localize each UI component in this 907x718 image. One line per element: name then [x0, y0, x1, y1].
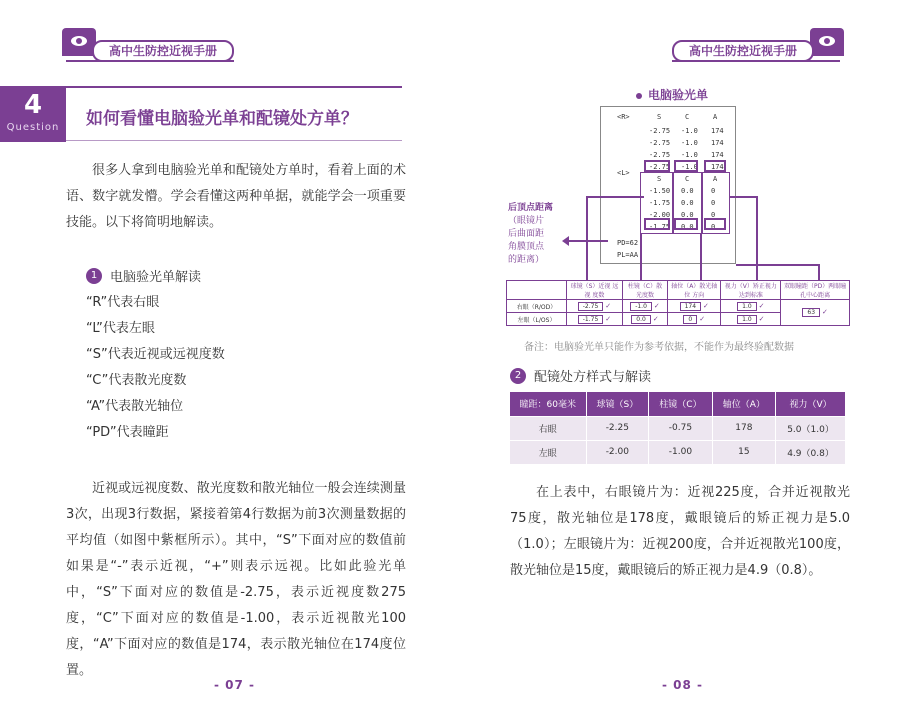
prescription-paragraph: 在上表中，右眼镜片为：近视225度，合并近视散光75度，散光轴位是178度，戴眼镜后的矫正视力是5.0（1.0）；左眼镜片为：近视200度，合并近视散光100度，散光轴位是15度，戴眼镜后的矫正视力是4.9（0.8）。 — [510, 485, 850, 578]
slip-col-a: A — [713, 175, 718, 183]
check-icon: ✓ — [605, 301, 612, 310]
slip-col-s: S — [657, 113, 662, 121]
connector-v — [586, 196, 588, 280]
a-column-frame — [702, 172, 730, 234]
question-word: Question — [6, 122, 60, 133]
slip-l-value: 0 — [711, 211, 716, 219]
slip-r-value: -1.0 — [681, 127, 698, 135]
table-header: 柱镜（C） — [649, 392, 713, 416]
definition-item: “R”代表右眼 — [86, 295, 160, 310]
table-row — [507, 300, 850, 313]
table-cell: 0 ✓ — [668, 313, 721, 326]
section2-heading — [510, 366, 651, 385]
table-cell: 63 ✓ — [781, 300, 850, 326]
slip-l-value: -2.00 — [649, 211, 671, 219]
table-header: 视力（V） — [776, 392, 846, 416]
slip-col-c: C — [685, 113, 690, 121]
chart-note: 备注：电脑验光单只能作为参考依据，不能作为最终验配数据 — [524, 342, 794, 353]
slip-l-avg: 0.0 — [681, 223, 694, 231]
check-icon: ✓ — [699, 314, 706, 323]
row-label: 左眼（L/OS） — [507, 313, 567, 326]
title-top-rule — [66, 86, 402, 88]
table-cell: 0.0 ✓ — [622, 313, 667, 326]
page-title: 如何看懂电脑验光单和配镜处方单？ — [86, 109, 358, 129]
section1-number: 1 — [86, 268, 102, 284]
slip-l-value: 0.0 — [681, 199, 694, 207]
question-number: 4 — [23, 90, 43, 120]
table-cell: 178 — [712, 416, 775, 440]
table-cell: 1.0 ✓ — [721, 313, 781, 326]
chart-caption: 电脑验光单 — [636, 86, 708, 103]
section1-heading — [86, 266, 201, 285]
refraction-fill-table — [506, 280, 850, 326]
connector-h — [736, 264, 820, 266]
table-header — [507, 281, 567, 300]
pd-arrow-line — [568, 240, 608, 242]
table-cell: 5.0（1.0） — [776, 416, 846, 440]
connector-v — [818, 264, 820, 280]
slip-r-value: -2.75 — [649, 139, 671, 147]
connector-v — [640, 234, 642, 280]
slip-r-label: <R> — [617, 113, 630, 121]
check-icon: ✓ — [822, 308, 828, 316]
prescription-table — [510, 392, 846, 464]
table-header: 瞳距：60毫米 — [510, 392, 586, 416]
eye-pupil-icon — [76, 38, 82, 44]
connector-h — [586, 196, 644, 198]
slip-pd: PD=62 — [617, 239, 639, 247]
definition-item: “A”代表散光轴位 — [86, 399, 184, 414]
table-header: 轴位（A） — [712, 392, 775, 416]
slip-l-value: -1.50 — [649, 187, 671, 195]
left-page-number: - 07 - — [214, 678, 256, 692]
table-cell: -2.75 ✓ — [567, 300, 623, 313]
table-cell: 1.0 ✓ — [721, 300, 781, 313]
table-cell: -1.75 ✓ — [567, 313, 623, 326]
slip-r-value: -1.0 — [681, 151, 698, 159]
table-header: 视力（V）矫正视力 达到标准 — [721, 281, 781, 300]
section2-title: 配镜处方样式与解读 — [534, 370, 652, 385]
table-cell: 右眼 — [510, 416, 586, 440]
table-row — [510, 440, 846, 464]
slip-l-label: <L> — [617, 169, 630, 177]
left-header-title: 高中生防控近视手册 — [92, 40, 234, 62]
table-cell: -2.00 — [586, 440, 649, 464]
table-cell: -1.0 ✓ — [622, 300, 667, 313]
r-avg-highlight-c — [674, 160, 698, 172]
table-header: 双眼瞳距（PD）两眼瞳孔中心距离 — [781, 281, 850, 300]
connector-h — [730, 196, 758, 198]
table-cell: -1.00 — [649, 440, 713, 464]
table-row — [510, 392, 846, 416]
check-icon: ✓ — [605, 314, 612, 323]
right-header-eye-tab — [810, 28, 844, 56]
slip-r-value: -2.75 — [649, 151, 671, 159]
section2-number: 2 — [510, 368, 526, 384]
slip-r-value: -2.75 — [649, 127, 671, 135]
slip-col-s: S — [657, 175, 662, 183]
table-row — [510, 416, 846, 440]
slip-r-value: 174 — [711, 151, 724, 159]
check-icon: ✓ — [703, 301, 709, 310]
table-cell: 左眼 — [510, 440, 586, 464]
slip-l-avg: -1.75 — [649, 223, 671, 231]
slip-pl: PL=AA — [617, 251, 639, 259]
definition-item: “S”代表近视或远视度数 — [86, 347, 225, 362]
left-header-eye-tab — [62, 28, 96, 56]
slip-l-value: 0 — [711, 187, 716, 195]
slip-l-value: -1.75 — [649, 199, 671, 207]
table-cell: -2.25 — [586, 416, 649, 440]
definition-item: “PD”代表瞳距 — [86, 425, 169, 440]
check-icon: ✓ — [758, 301, 765, 310]
slip-col-a: A — [713, 113, 718, 121]
s-column-frame — [640, 172, 674, 234]
slip-r-value: 174 — [711, 139, 724, 147]
slip-r-value: 174 — [711, 127, 724, 135]
r-avg-highlight-a — [704, 160, 726, 172]
table-cell: 15 — [712, 440, 775, 464]
check-icon: ✓ — [652, 314, 659, 323]
slip-l-value: 0.0 — [681, 211, 694, 219]
arrow-left-icon — [562, 236, 569, 246]
slip-col-c: C — [685, 175, 690, 183]
c-column-frame — [672, 172, 702, 234]
slip-r-avg: 174 — [711, 163, 724, 171]
slip-l-avg: 0 — [711, 223, 716, 231]
definition-list — [86, 290, 225, 446]
definition-item: “L”代表左眼 — [86, 321, 155, 336]
table-header: 球镜（S） — [586, 392, 649, 416]
body-paragraph: 近视或远视度数、散光度数和散光轴位一般会连续测量3次，出现3行数据，紧接着第4行数据为前3次测量数据的平均值（如图中紫框所示）。其中，“S”下面对应的数值前如果是“-”表示近视，“+”则表示远视。比如此验光单中，“S”下面对应的数值是-2.75，表示近视度数275度，“C”下面对应的数值是-1.00，表示近视散光100度，“A”下面对应的数值是174，表示散光轴位在174度位置。 — [66, 481, 406, 678]
slip-l-value: 0 — [711, 199, 716, 207]
table-cell: 174 ✓ — [668, 300, 721, 313]
slip-r-avg: -1.0 — [681, 163, 698, 171]
table-header: 柱镜（C）散光度数 — [622, 281, 667, 300]
right-page-number: - 08 - — [662, 678, 704, 692]
question-number-box — [0, 86, 66, 142]
check-icon: ✓ — [758, 314, 765, 323]
slip-l-value: 0.0 — [681, 187, 694, 195]
table-header: 轴位（A）散光轴位 方向 — [668, 281, 721, 300]
table-cell: -0.75 — [649, 416, 713, 440]
connector-v — [756, 196, 758, 280]
slip-r-avg: -2.75 — [649, 163, 671, 171]
row-label: 右眼（R/OD） — [507, 300, 567, 313]
intro-paragraph: 很多人拿到电脑验光单和配镜处方单时，看着上面的术语、数字就发懵。学会看懂这两种单据，就能学会一项重要技能。以下将简明地解读。 — [66, 163, 406, 230]
connector-v — [700, 234, 702, 280]
check-icon: ✓ — [653, 301, 660, 310]
r-avg-highlight-s — [644, 160, 670, 172]
section1-title: 电脑验光单解读 — [110, 270, 202, 285]
table-cell: 4.9（0.8） — [776, 440, 846, 464]
right-header-title: 高中生防控近视手册 — [672, 40, 814, 62]
table-row — [507, 281, 850, 300]
vertex-distance-note: 后顶点距离 （眼镜片 后曲面距 角膜顶点 的距离） — [508, 203, 554, 265]
bullet-dot-icon — [636, 93, 642, 99]
slip-r-value: -1.0 — [681, 139, 698, 147]
table-header: 球镜（S）近视 远视 度数 — [567, 281, 623, 300]
title-bottom-rule — [66, 140, 402, 141]
eye-pupil-icon — [824, 38, 830, 44]
definition-item: “C”代表散光度数 — [86, 373, 187, 388]
